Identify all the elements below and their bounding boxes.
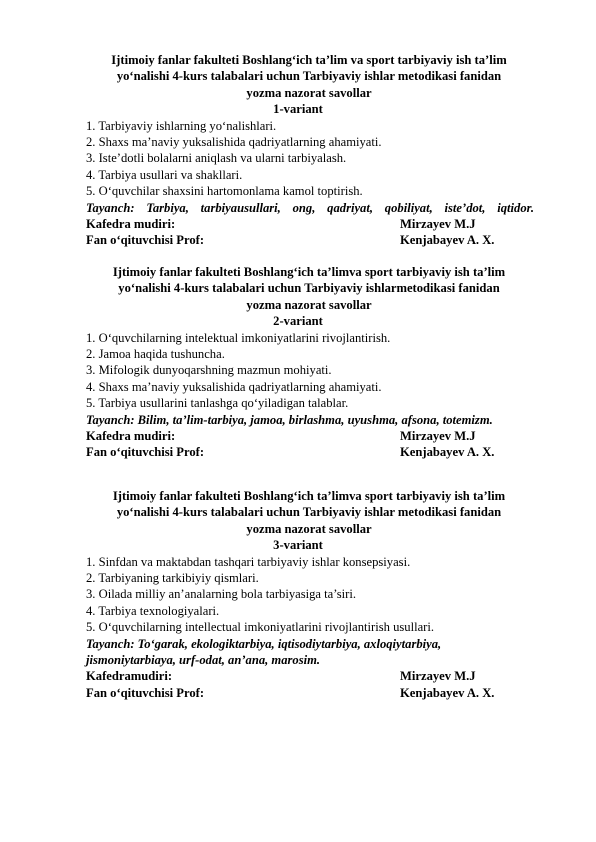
teacher-label: Fan o‘qituvchisi Prof: xyxy=(86,445,205,460)
question-item: 2. Shaxs ma’naviy yuksalishida qadriyatlarning ahamiyati. xyxy=(86,135,382,150)
variant-heading-line: yo‘nalishi 4-kurs talabalari uchun Tarbiyaviy ishlar metodikasi fanidan xyxy=(116,505,502,520)
head-name: Mirzayev M.J xyxy=(400,669,476,684)
signature-row-head xyxy=(0,428,596,444)
head-name: Mirzayev M.J xyxy=(400,217,476,232)
teacher-name: Kenjabayev A. X. xyxy=(400,445,495,460)
question-item: 4. Tarbiya usullari va shakllari. xyxy=(86,167,243,182)
head-label: Kafedra mudiri: xyxy=(86,217,176,232)
question-item: 3. Iste’dotli bolalarni aniqlash va ularni tarbiyalash. xyxy=(86,151,347,166)
tayanch-keywords: Tayanch: To‘garak, ekologiktarbiya, iqtisodiytarbiya, axloqiytarbiya, xyxy=(86,636,442,651)
variant-label: 1-variant xyxy=(273,102,323,117)
variant-heading-line: yozma nazorat savollar xyxy=(246,297,372,312)
question-item: 3. Mifologik dunyoqarshning mazmun mohiyati. xyxy=(86,363,332,378)
question-item: 4. Shaxs ma’naviy yuksalishida qadriyatlarning ahamiyati. xyxy=(86,379,382,394)
signature-row-head xyxy=(0,668,596,684)
variant-heading-line: Ijtimoiy fanlar fakulteti Boshlang‘ich ta’limva sport tarbiyaviy ish ta’lim xyxy=(112,489,506,503)
head-label: Kafedra mudiri: xyxy=(86,429,176,444)
variant-heading-line: yo‘nalishi 4-kurs talabalari uchun Tarbiyaviy ishlarmetodikasi fanidan xyxy=(118,281,500,296)
tayanch-keywords: jismoniytarbiaya, urf-odat, an’ana, marosim. xyxy=(86,653,321,668)
question-item: 1. Sinfdan va maktabdan tashqari tarbiyaviy ishlar konsepsiyasi. xyxy=(86,554,411,569)
variant-heading-line: Ijtimoiy fanlar fakulteti Boshlang‘ich ta’limva sport tarbiyaviy ish ta’lim xyxy=(112,265,506,279)
variant-1-section xyxy=(0,52,596,249)
teacher-name: Kenjabayev A. X. xyxy=(400,233,495,248)
signature-row-head xyxy=(0,216,596,232)
variant-heading-line: yozma nazorat savollar xyxy=(246,521,372,536)
signature-row-teacher xyxy=(0,444,596,460)
question-item: 5. Tarbiya usullarini tanlashga qo‘yiladigan talablar. xyxy=(86,396,349,411)
variant-3-section xyxy=(0,488,596,701)
question-item: 2. Tarbiyaning tarkibiyiy qismlari. xyxy=(86,571,259,586)
variant-label: 3-variant xyxy=(273,538,323,553)
question-item: 1. Tarbiyaviy ishlarning yo‘nalishlari. xyxy=(86,118,277,133)
question-item: 1. O‘quvchilarning intelektual imkoniyatlarini rivojlantirish. xyxy=(86,330,391,345)
head-label: Kafedramudiri: xyxy=(86,669,173,684)
question-item: 2. Jamoa haqida tushuncha. xyxy=(86,347,225,362)
variant-heading-line: Ijtimoiy fanlar fakulteti Boshlang‘ich ta’lim va sport tarbiyaviy ish ta’lim xyxy=(111,53,507,67)
variant-heading-line: yo‘nalishi 4-kurs talabalari uchun Tarbiyaviy ishlar metodikasi fanidan xyxy=(116,69,502,84)
question-item: 4. Tarbiya texnologiyalari. xyxy=(86,603,220,618)
question-item: 3. Oilada milliy an’analarning bola tarbiyasiga ta’siri. xyxy=(86,587,356,602)
teacher-label: Fan o‘qituvchisi Prof: xyxy=(86,685,205,700)
question-item: 5. O‘quvchilarning intellectual imkoniyatlarini rivojlantirish usullari. xyxy=(86,620,435,635)
teacher-name: Kenjabayev A. X. xyxy=(400,685,495,700)
variant-label: 2-variant xyxy=(273,314,323,329)
head-name: Mirzayev M.J xyxy=(400,429,476,444)
tayanch-keywords: Tayanch: Tarbiya, tarbiyausullari, ong, qadriyat, qobiliyat, iste’dot, iqtidor. xyxy=(86,200,534,215)
signature-row-teacher xyxy=(0,232,596,248)
signature-row-teacher xyxy=(0,685,596,701)
tayanch-keywords: Tayanch: Bilim, ta’lim-tarbiya, jamoa, birlashma, uyushma, afsona, totemizm. xyxy=(86,412,493,427)
question-item: 5. O‘quvchilar shaxsini hartomonlama kamol toptirish. xyxy=(86,184,363,199)
variant-heading-line: yozma nazorat savollar xyxy=(246,85,372,100)
variant-2-section xyxy=(0,264,596,461)
teacher-label: Fan o‘qituvchisi Prof: xyxy=(86,233,205,248)
